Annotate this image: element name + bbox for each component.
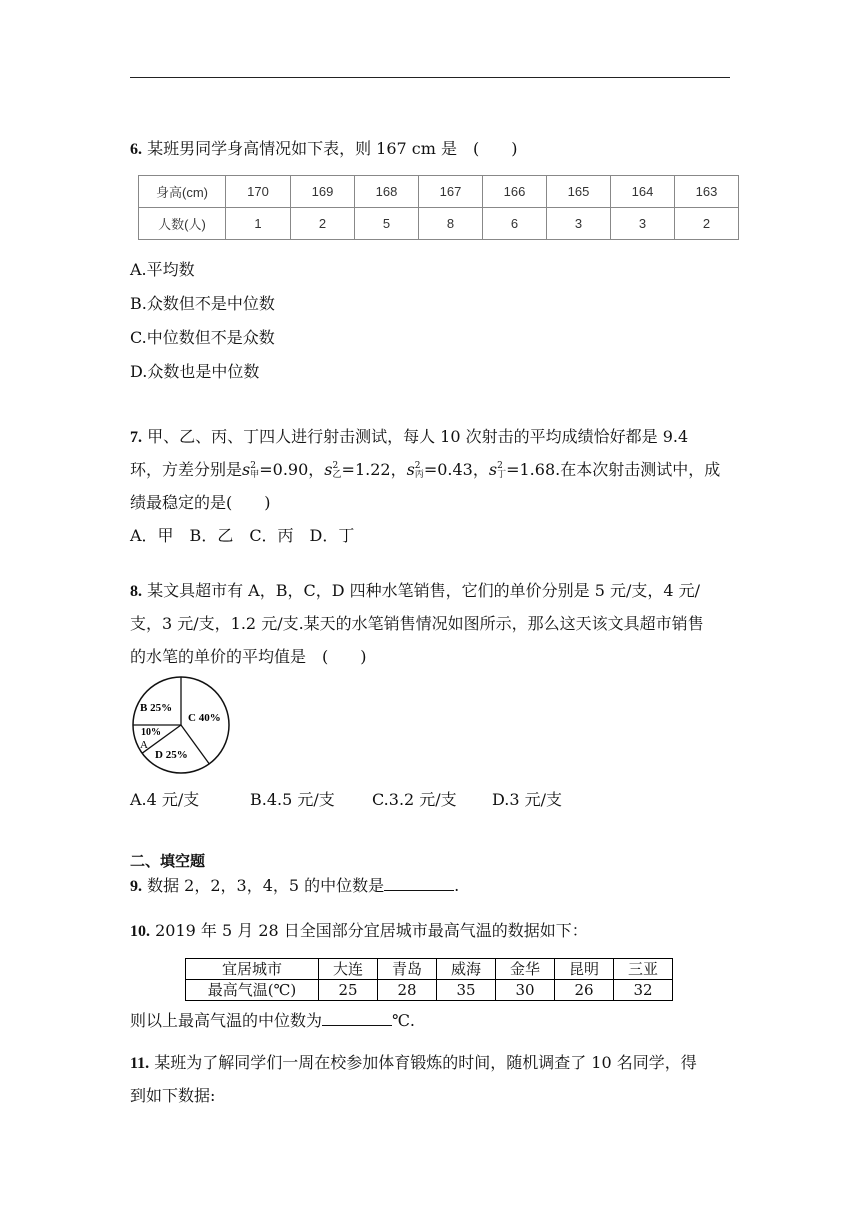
section-heading: 二、填空题 (130, 852, 206, 870)
table-cell: 32 (614, 980, 673, 1001)
variance-c: =0.43， (423, 460, 489, 479)
table-cell: 三亚 (614, 959, 673, 980)
q11-text-1: 某班为了解同学们一周在校参加体育锻炼的时间，随机调查了 10 名同学，得 (154, 1053, 697, 1072)
q9-number: 9. (130, 878, 142, 895)
q9-period: . (454, 876, 460, 895)
row-label: 身高(cm) (139, 176, 226, 208)
table-row (186, 980, 673, 1001)
variance-script (333, 462, 342, 480)
q8-line3: 的水笔的单价的平均值是 ( ) (130, 647, 367, 666)
q8-line2: 支，3 元/支，1.2 元/支.某天的水笔销售情况如图所示，那么这天该文具超市销售 (130, 614, 704, 633)
variance-symbol: s (406, 460, 415, 479)
variance-symbol: s (488, 460, 498, 479)
variance-script (250, 462, 259, 480)
variance-b: =1.22， (341, 460, 407, 479)
table-cell: 6 (483, 208, 547, 240)
q10-text: 2019 年 5 月 28 日全国部分宜居城市最高气温的数据如下： (155, 921, 588, 940)
table-cell: 169 (291, 176, 355, 208)
q7-line1 (130, 424, 688, 447)
table-cell: 1 (226, 208, 291, 240)
pie-label-d: D 25% (155, 749, 188, 761)
q11-line1 (130, 1050, 697, 1073)
q8-option-a: A.4 元/支 (130, 790, 200, 809)
table-cell: 3 (547, 208, 611, 240)
q10-temperature-table (185, 958, 673, 1001)
q6-option-c: C.中位数但不是众数 (130, 328, 275, 347)
q7-options: A．甲 B．乙 C．丙 D．丁 (130, 526, 355, 545)
row-label: 宜居城市 (186, 959, 319, 980)
table-cell: 2 (291, 208, 355, 240)
pie-label-a-percent: 10% (141, 727, 161, 738)
variance-subscript: 丙 (414, 469, 424, 480)
q6-number: 6. (130, 141, 142, 158)
q6-stem (130, 136, 518, 159)
variance-script (415, 462, 424, 480)
q6-text: 某班男同学身高情况如下表，则 167 cm 是 ( ) (147, 139, 518, 158)
variance-subscript: 乙 (332, 469, 342, 480)
variance-d: =1.68.在本次射击测试中，成 (506, 460, 721, 479)
pie-label-c: C 40% (188, 712, 221, 724)
table-cell: 167 (419, 176, 483, 208)
variance-script (497, 462, 506, 480)
table-row (186, 959, 673, 980)
pie-label-b: B 25% (140, 702, 173, 714)
table-cell: 威海 (437, 959, 496, 980)
variance-exponent: 2 (497, 460, 503, 471)
table-cell: 170 (226, 176, 291, 208)
q6-option-b: B.众数但不是中位数 (130, 294, 275, 313)
table-cell: 大连 (319, 959, 378, 980)
q6-option-d: D.众数也是中位数 (130, 362, 260, 381)
table-cell: 8 (419, 208, 483, 240)
q7-number: 7. (130, 429, 142, 446)
q8-option-d: D.3 元/支 (492, 790, 563, 809)
variance-symbol: s (242, 460, 251, 479)
q6-height-table (138, 175, 739, 240)
q9-line (130, 873, 459, 896)
q11-number: 11. (130, 1055, 150, 1072)
q10-answer-blank (322, 1010, 392, 1026)
table-cell: 163 (675, 176, 739, 208)
table-cell: 35 (437, 980, 496, 1001)
variance-exponent: 2 (332, 460, 339, 471)
q6-option-a: A.平均数 (130, 260, 195, 279)
table-cell: 168 (355, 176, 419, 208)
table-cell: 25 (319, 980, 378, 1001)
q10-answer-prefix: 则以上最高气温的中位数为 (130, 1011, 323, 1030)
table-cell: 165 (547, 176, 611, 208)
q8-number: 8. (130, 583, 142, 600)
variance-symbol: s (324, 460, 333, 479)
q10-line (130, 918, 588, 941)
table-cell: 金华 (496, 959, 555, 980)
table-cell: 164 (611, 176, 675, 208)
q9-text: 数据 2，2，3，4，5 的中位数是 (147, 876, 385, 895)
q7-line3: 绩最稳定的是( ) (130, 493, 271, 512)
q9-answer-blank (384, 875, 454, 891)
row-label: 人数(人) (139, 208, 226, 240)
table-cell: 28 (378, 980, 437, 1001)
variance-subscript: 甲 (250, 469, 260, 480)
pie-label-a: A (140, 739, 148, 751)
variance-exponent: 2 (414, 460, 421, 471)
table-cell: 青岛 (378, 959, 437, 980)
table-cell: 2 (675, 208, 739, 240)
q8-line1 (130, 578, 700, 601)
q8-option-b: B.4.5 元/支 (250, 790, 335, 809)
q7-line2 (130, 457, 720, 480)
q10-unit: ℃. (392, 1011, 415, 1030)
variance-exponent: 2 (250, 460, 256, 471)
table-cell: 166 (483, 176, 547, 208)
q8-text-1: 某文具超市有 A，B，C，D 四种水笔销售，它们的单价分别是 5 元/支，4 元/ (147, 581, 701, 600)
variance-subscript: 丁 (497, 469, 507, 480)
q10-number: 10. (130, 923, 150, 940)
header-rule (130, 77, 730, 78)
variance-a: =0.90， (259, 460, 325, 479)
table-row (139, 208, 739, 240)
q8-option-c: C.3.2 元/支 (372, 790, 457, 809)
q7-text-1: 甲、乙、丙、丁四人进行射击测试，每人 10 次射击的平均成绩恰好都是 9.4 (147, 427, 689, 446)
table-cell: 30 (496, 980, 555, 1001)
table-cell: 昆明 (555, 959, 614, 980)
q10-answer-line (130, 1008, 415, 1031)
q7-text-2: 环，方差分别是 (130, 460, 243, 479)
row-label: 最高气温(℃) (186, 980, 319, 1001)
table-cell: 5 (355, 208, 419, 240)
q11-line2: 到如下数据: (130, 1086, 216, 1105)
table-cell: 26 (555, 980, 614, 1001)
table-cell: 3 (611, 208, 675, 240)
q8-pie-chart (130, 676, 232, 774)
table-row (139, 176, 739, 208)
